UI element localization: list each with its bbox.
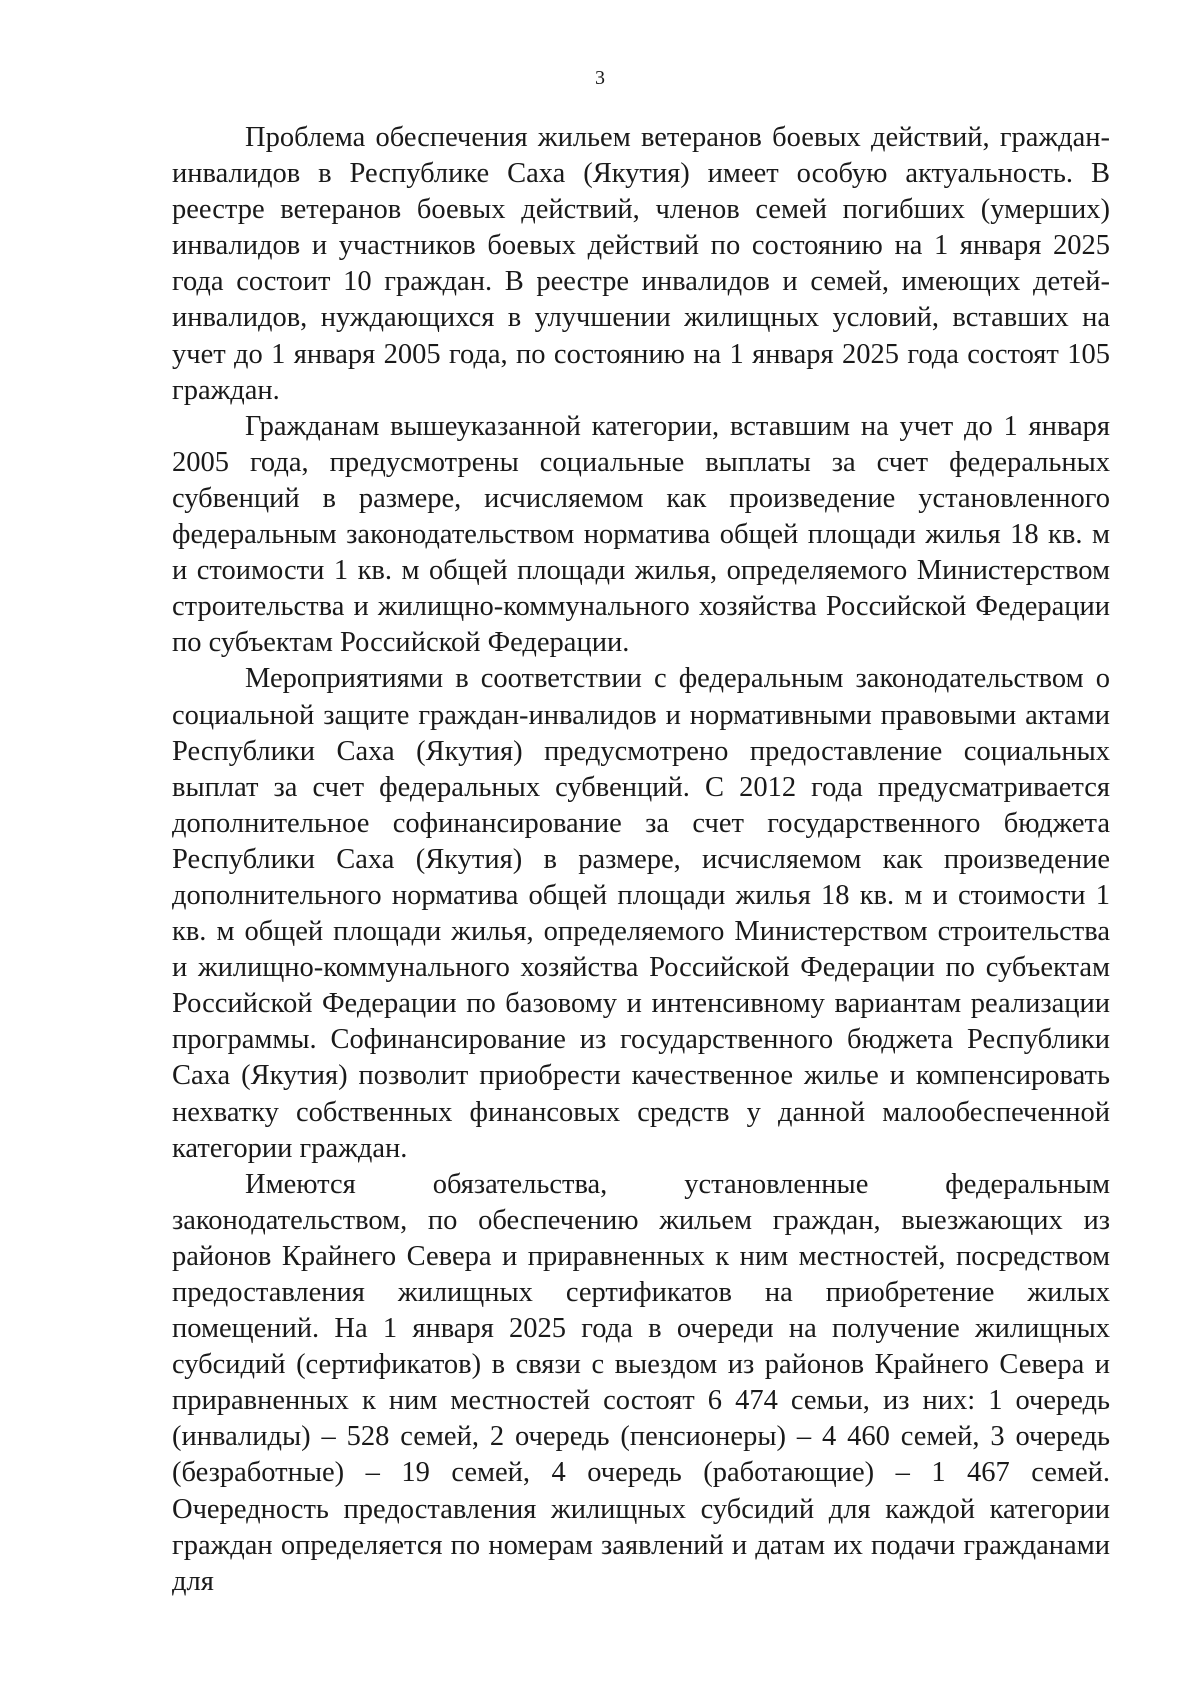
paragraph-north-relocation: Имеются обязательства, установленные федеральным законодательством, по обеспечению жильем граждан, выезжающих из районов Крайнего Севера и приравненных к ним местностей, посредством предоставления жилищных сертификатов на приобретение жилых помещений. На 1 января 2025 года в очереди на получение жилищных субсидий (сертификатов) в связи с выездом из районов Крайнего Севера и приравненных к ним местностей состоят 6 474 семьи, из них: 1 очередь (инвалиды) – 528 семей, 2 очередь (пенсионеры) – 4 460 семей, 3 очередь (безработные) – 19 семей, 4 очередь (работающие) – 1 467 семей. Очередность предоставления жилищных субсидий для каждой категории граждан определяется по номерам заявлений и датам их подачи гражданами для — [172, 1168, 1110, 1597]
document-body — [172, 120, 1110, 1600]
paragraph-veterans-housing: Проблема обеспечения жильем ветеранов боевых действий, граждан-инвалидов в Республике Саха (Якутия) имеет особую актуальность. В реестре ветеранов боевых действий, членов семей погибших (умерших) инвалидов и участников боевых действий по состоянию на 1 января 2025 года состоит 10 граждан. В реестре инвалидов и семей, имеющих детей-инвалидов, нуждающихся в улучшении жилищных условий, вставших на учет до 1 января 2005 года, по состоянию на 1 января 2025 года состоят 105 граждан. — [172, 122, 1110, 406]
paragraph-social-payments: Гражданам вышеуказанной категории, вставшим на учет до 1 января 2005 года, предусмотрены социальные выплаты за счет федеральных субвенций в размере, исчисляемом как произведение установленного федеральным законодательством норматива общей площади жилья 18 кв. м и стоимости 1 кв. м общей площади жилья, определяемого Министерством строительства и жилищно-коммунального хозяйства Российской Федерации по субъектам Российской Федерации. — [172, 410, 1110, 659]
paragraph-cofinancing: Мероприятиями в соответствии с федеральным законодательством о социальной защите граждан-инвалидов и нормативными правовыми актами Республики Саха (Якутия) предусмотрено предоставление социальных выплат за счет федеральных субвенций. С 2012 года предусматривается дополнительное софинансирование за счет государственного бюджета Республики Саха (Якутия) в размере, исчисляемом как произведение дополнительного норматива общей площади жилья 18 кв. м и стоимости 1 кв. м общей площади жилья, определяемого Министерством строительства и жилищно-коммунального хозяйства Российской Федерации по субъектам Российской Федерации по базовому и интенсивному вариантам реализации программы. Софинансирование из государственного бюджета Республики Саха (Якутия) позволит приобрести качественное жилье и компенсировать нехватку собственных финансовых средств у данной малообеспеченной категории граждан. — [172, 663, 1110, 1164]
page-number: 3 — [595, 67, 605, 89]
